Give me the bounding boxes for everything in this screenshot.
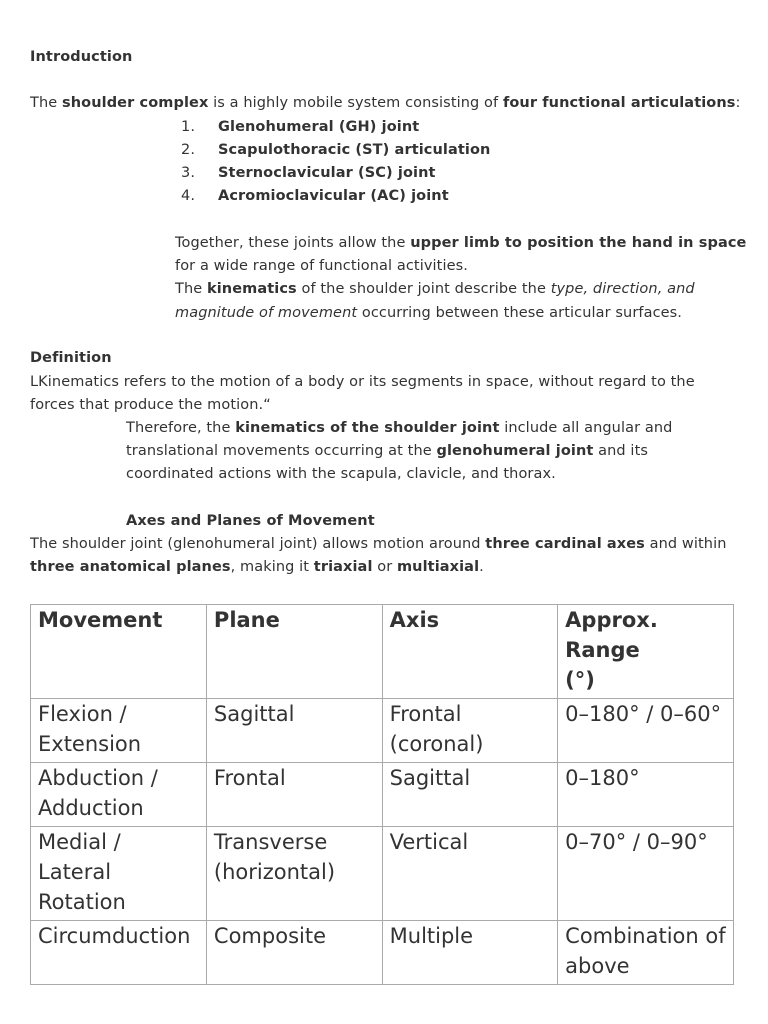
list-item <box>181 185 449 208</box>
therefore-text-4: and its <box>593 443 649 459</box>
cell-text: Circumduction <box>38 924 191 948</box>
axes-line-2 <box>30 556 484 579</box>
list-item-number: 1. <box>181 119 196 135</box>
cell-plane <box>206 699 382 763</box>
axes-text-1: The shoulder joint (glenohumeral joint) allows motion around <box>30 536 486 552</box>
axes-text-2: and within <box>644 536 727 552</box>
cell-text: Sagittal <box>213 702 295 726</box>
kinematics-line-2 <box>175 302 682 325</box>
definition-line-2: forces that produce the motion.“ <box>30 397 271 413</box>
therefore-bold-1: kinematics of the shoulder joint <box>235 420 500 436</box>
cell-axis <box>382 763 558 827</box>
intro-lead <box>30 92 741 115</box>
header-axis-label: Axis <box>389 608 440 632</box>
list-item-label: Scapulothoracic (ST) articulation <box>218 142 491 158</box>
cell-text: Rotation <box>38 890 126 914</box>
list-item-number: 4. <box>181 188 196 204</box>
therefore-text-3: translational movements occurring at the <box>126 443 437 459</box>
axes-bold-2: three anatomical planes <box>30 559 231 575</box>
axes-heading: Axes and Planes of Movement <box>126 513 375 529</box>
table-row <box>31 763 734 827</box>
cell-movement <box>31 921 207 985</box>
list-item-number: 2. <box>181 142 196 158</box>
list-item-label: Sternoclavicular (SC) joint <box>218 165 436 181</box>
cell-axis <box>382 921 558 985</box>
cell-range <box>558 827 734 921</box>
axes-line-1 <box>30 533 727 556</box>
cell-range <box>558 763 734 827</box>
kinematics-italic-1: type, direction, and <box>550 281 695 297</box>
cell-text: 0–180° / 0–60° <box>565 702 722 726</box>
definition-line-1: LKinematics refers to the motion of a body or its segments in space, without regard to the <box>30 374 695 390</box>
header-movement <box>31 605 207 699</box>
therefore-line-2 <box>126 440 648 463</box>
axes-bold-3: triaxial <box>313 559 373 575</box>
cell-text: Frontal <box>389 702 462 726</box>
intro-lead-text-2: is a highly mobile system consisting of <box>208 95 503 111</box>
movement-table <box>30 604 734 985</box>
list-item-number: 3. <box>181 165 196 181</box>
table-row <box>31 827 734 921</box>
cell-text: Extension <box>38 732 142 756</box>
cell-range <box>558 699 734 763</box>
cell-text: (coronal) <box>389 732 484 756</box>
kinematics-text-3: occurring between these articular surfaces. <box>357 305 683 321</box>
therefore-bold-2: glenohumeral joint <box>436 443 594 459</box>
table-row <box>31 921 734 985</box>
cell-text: Medial / Lateral <box>38 830 121 884</box>
cell-text: above <box>565 954 630 978</box>
cell-plane <box>206 921 382 985</box>
list-item <box>181 162 436 185</box>
cell-movement <box>31 827 207 921</box>
cell-text: Sagittal <box>389 766 471 790</box>
cell-range <box>558 921 734 985</box>
header-range <box>558 605 734 699</box>
together-line-2: for a wide range of functional activities. <box>175 258 468 274</box>
cell-text: Frontal <box>213 766 286 790</box>
intro-heading: Introduction <box>30 49 133 65</box>
header-plane <box>206 605 382 699</box>
cell-text: Transverse <box>213 830 328 854</box>
table-row <box>31 699 734 763</box>
header-range-label-2: (°) <box>565 668 595 692</box>
cell-text: Combination of <box>565 924 726 948</box>
kinematics-text-2: of the shoulder joint describe the <box>296 281 551 297</box>
cell-movement <box>31 699 207 763</box>
axes-text-4: or <box>372 559 397 575</box>
cell-text: 0–180° <box>565 766 640 790</box>
list-item-label: Glenohumeral (GH) joint <box>218 119 420 135</box>
intro-lead-text-1: The <box>30 95 62 111</box>
cell-plane <box>206 827 382 921</box>
cell-text: (horizontal) <box>213 860 336 884</box>
list-item <box>181 116 419 139</box>
therefore-text-2: include all angular and <box>499 420 673 436</box>
kinematics-line-1 <box>175 278 695 301</box>
cell-text: Multiple <box>389 924 474 948</box>
together-text: Together, these joints allow the <box>175 235 411 251</box>
cell-text: Adduction <box>38 796 144 820</box>
cell-text: Composite <box>213 924 326 948</box>
cell-text: Flexion / <box>38 702 127 726</box>
therefore-line-1 <box>126 417 672 440</box>
header-axis <box>382 605 558 699</box>
intro-lead-bold-2: four functional articulations <box>502 95 736 111</box>
list-item <box>181 139 490 162</box>
kinematics-text-1: The <box>175 281 207 297</box>
cell-text: Vertical <box>389 830 469 854</box>
together-bold: upper limb to position the hand in space <box>410 235 747 251</box>
intro-lead-bold-1: shoulder complex <box>61 95 209 111</box>
cell-plane <box>206 763 382 827</box>
axes-bold-1: three cardinal axes <box>485 536 645 552</box>
therefore-text-1: Therefore, the <box>126 420 236 436</box>
therefore-line-3: coordinated actions with the scapula, clavicle, and thorax. <box>126 466 556 482</box>
cell-text: 0–70° / 0–90° <box>565 830 708 854</box>
cell-axis <box>382 827 558 921</box>
list-item-label: Acromioclavicular (AC) joint <box>218 188 449 204</box>
kinematics-bold: kinematics <box>206 281 297 297</box>
table-header-row <box>31 605 734 699</box>
axes-bold-4: multiaxial <box>396 559 480 575</box>
cell-text: Abduction / <box>38 766 158 790</box>
header-range-label-1: Approx. Range <box>565 608 658 662</box>
cell-movement <box>31 763 207 827</box>
definition-heading: Definition <box>30 350 112 366</box>
axes-text-5: . <box>479 559 484 575</box>
intro-lead-text-3: : <box>735 95 741 111</box>
header-plane-label: Plane <box>213 608 280 632</box>
header-movement-label: Movement <box>38 608 163 632</box>
kinematics-italic-2: magnitude of movement <box>175 305 358 321</box>
cell-axis <box>382 699 558 763</box>
together-line-1 <box>175 232 746 255</box>
axes-text-3: , making it <box>230 559 314 575</box>
